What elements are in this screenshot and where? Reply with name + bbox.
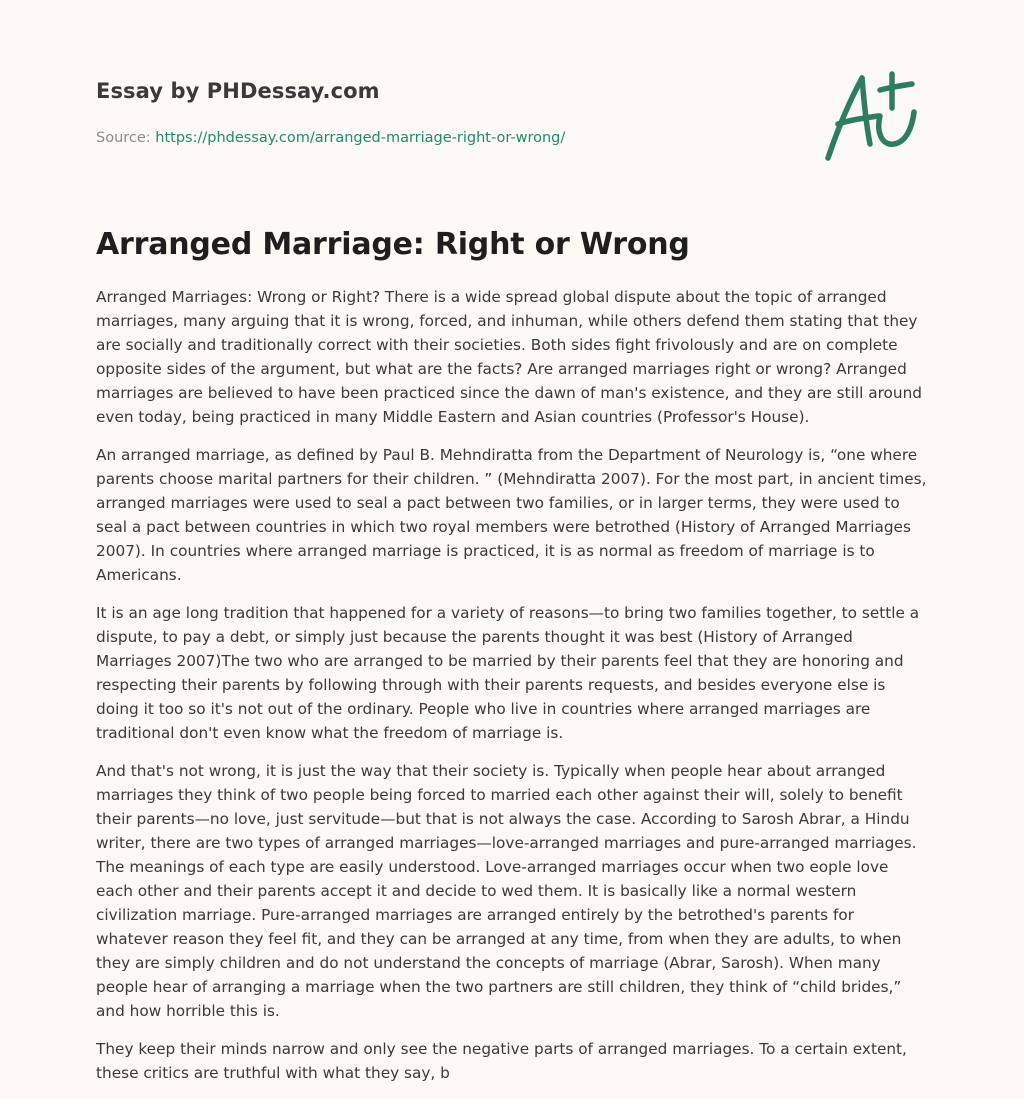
- essay-body: [96, 285, 930, 1099]
- paragraph: And that's not wrong, it is just the way that their society is. Typically when people hear about arranged marriages they think of two people being forced to married each other against their will, solely to benefit their parents—no love, just servitude—but that is not always the case. According to Sarosh Abrar, a Hindu writer, there are two types of arranged marriages—love-arranged marriages and pure-arranged marriages. The meanings of each type are easily understood. Love-arranged marriages occur when two eople love each other and their parents accept it and decide to wed them. It is basically like a normal western civilization marriage. Pure-arranged marriages are arranged entirely by the betrothed's parents for whatever reason they feel fit, and they can be arranged at any time, from when they are adults, to when they are simply children and do not understand the concepts of marriage (Abrar, Sarosh). When many people hear of arranging a marriage when the two partners are still children, they think of “child brides,” and how horrible this is.: [96, 762, 917, 1020]
- essay-header: [96, 76, 796, 148]
- paragraph: It is an age long tradition that happened for a variety of reasons—to bring two families together, to settle a dispute, to pay a debt, or simply just because the parents thought it was best (History of Arranged Marriages 2007)The two who are arranged to be married by their parents feel that they are honoring and respecting their parents by following through with their parents requests, and besides everyone else is doing it too so it's not out of the ordinary. People who live in countries where arranged marriages are traditional don't even know what the freedom of marriage is.: [96, 604, 920, 742]
- essay-title: Arranged Marriage: Right or Wrong: [96, 227, 690, 262]
- source-label: Source:: [96, 130, 156, 146]
- source-link[interactable]: https://phdessay.com/arranged-marriage-right-or-wrong/: [155, 130, 566, 146]
- a-plus-logo-icon: [820, 66, 930, 166]
- source-line: [96, 128, 796, 148]
- paragraph: Arranged Marriages: Wrong or Right? There is a wide spread global dispute about the topic of arranged marriages, many arguing that it is wrong, forced, and inhuman, while others defend them stating that they are socially and traditionally correct with their societies. Both sides fight frivolously and are on complete opposite sides of the argument, but what are the facts? Are arranged marriages right or wrong? Arranged marriages are believed to have been practiced since the dawn of man's existence, and they are still around even today, being practiced in many Middle Eastern and Asian countries (Professor's House).: [96, 288, 922, 426]
- paragraph: They keep their minds narrow and only see the negative parts of arranged marriages. To a certain extent, these critics are truthful with what they say, b: [96, 1040, 907, 1082]
- paragraph: An arranged marriage, as defined by Paul B. Mehndiratta from the Department of Neurology is, “one where parents choose marital partners for their children. ” (Mehndiratta 2007). For the most part, in ancient times, arranged marriages were used to seal a pact between two families, or in larger terms, they were used to seal a pact between countries in which two royal members were betrothed (History of Arranged Marriages 2007). In countries where arranged marriage is practiced, it is as normal as freedom of marriage is to Americans.: [96, 446, 927, 584]
- site-brand: Essay by PHDessay.com: [96, 79, 380, 103]
